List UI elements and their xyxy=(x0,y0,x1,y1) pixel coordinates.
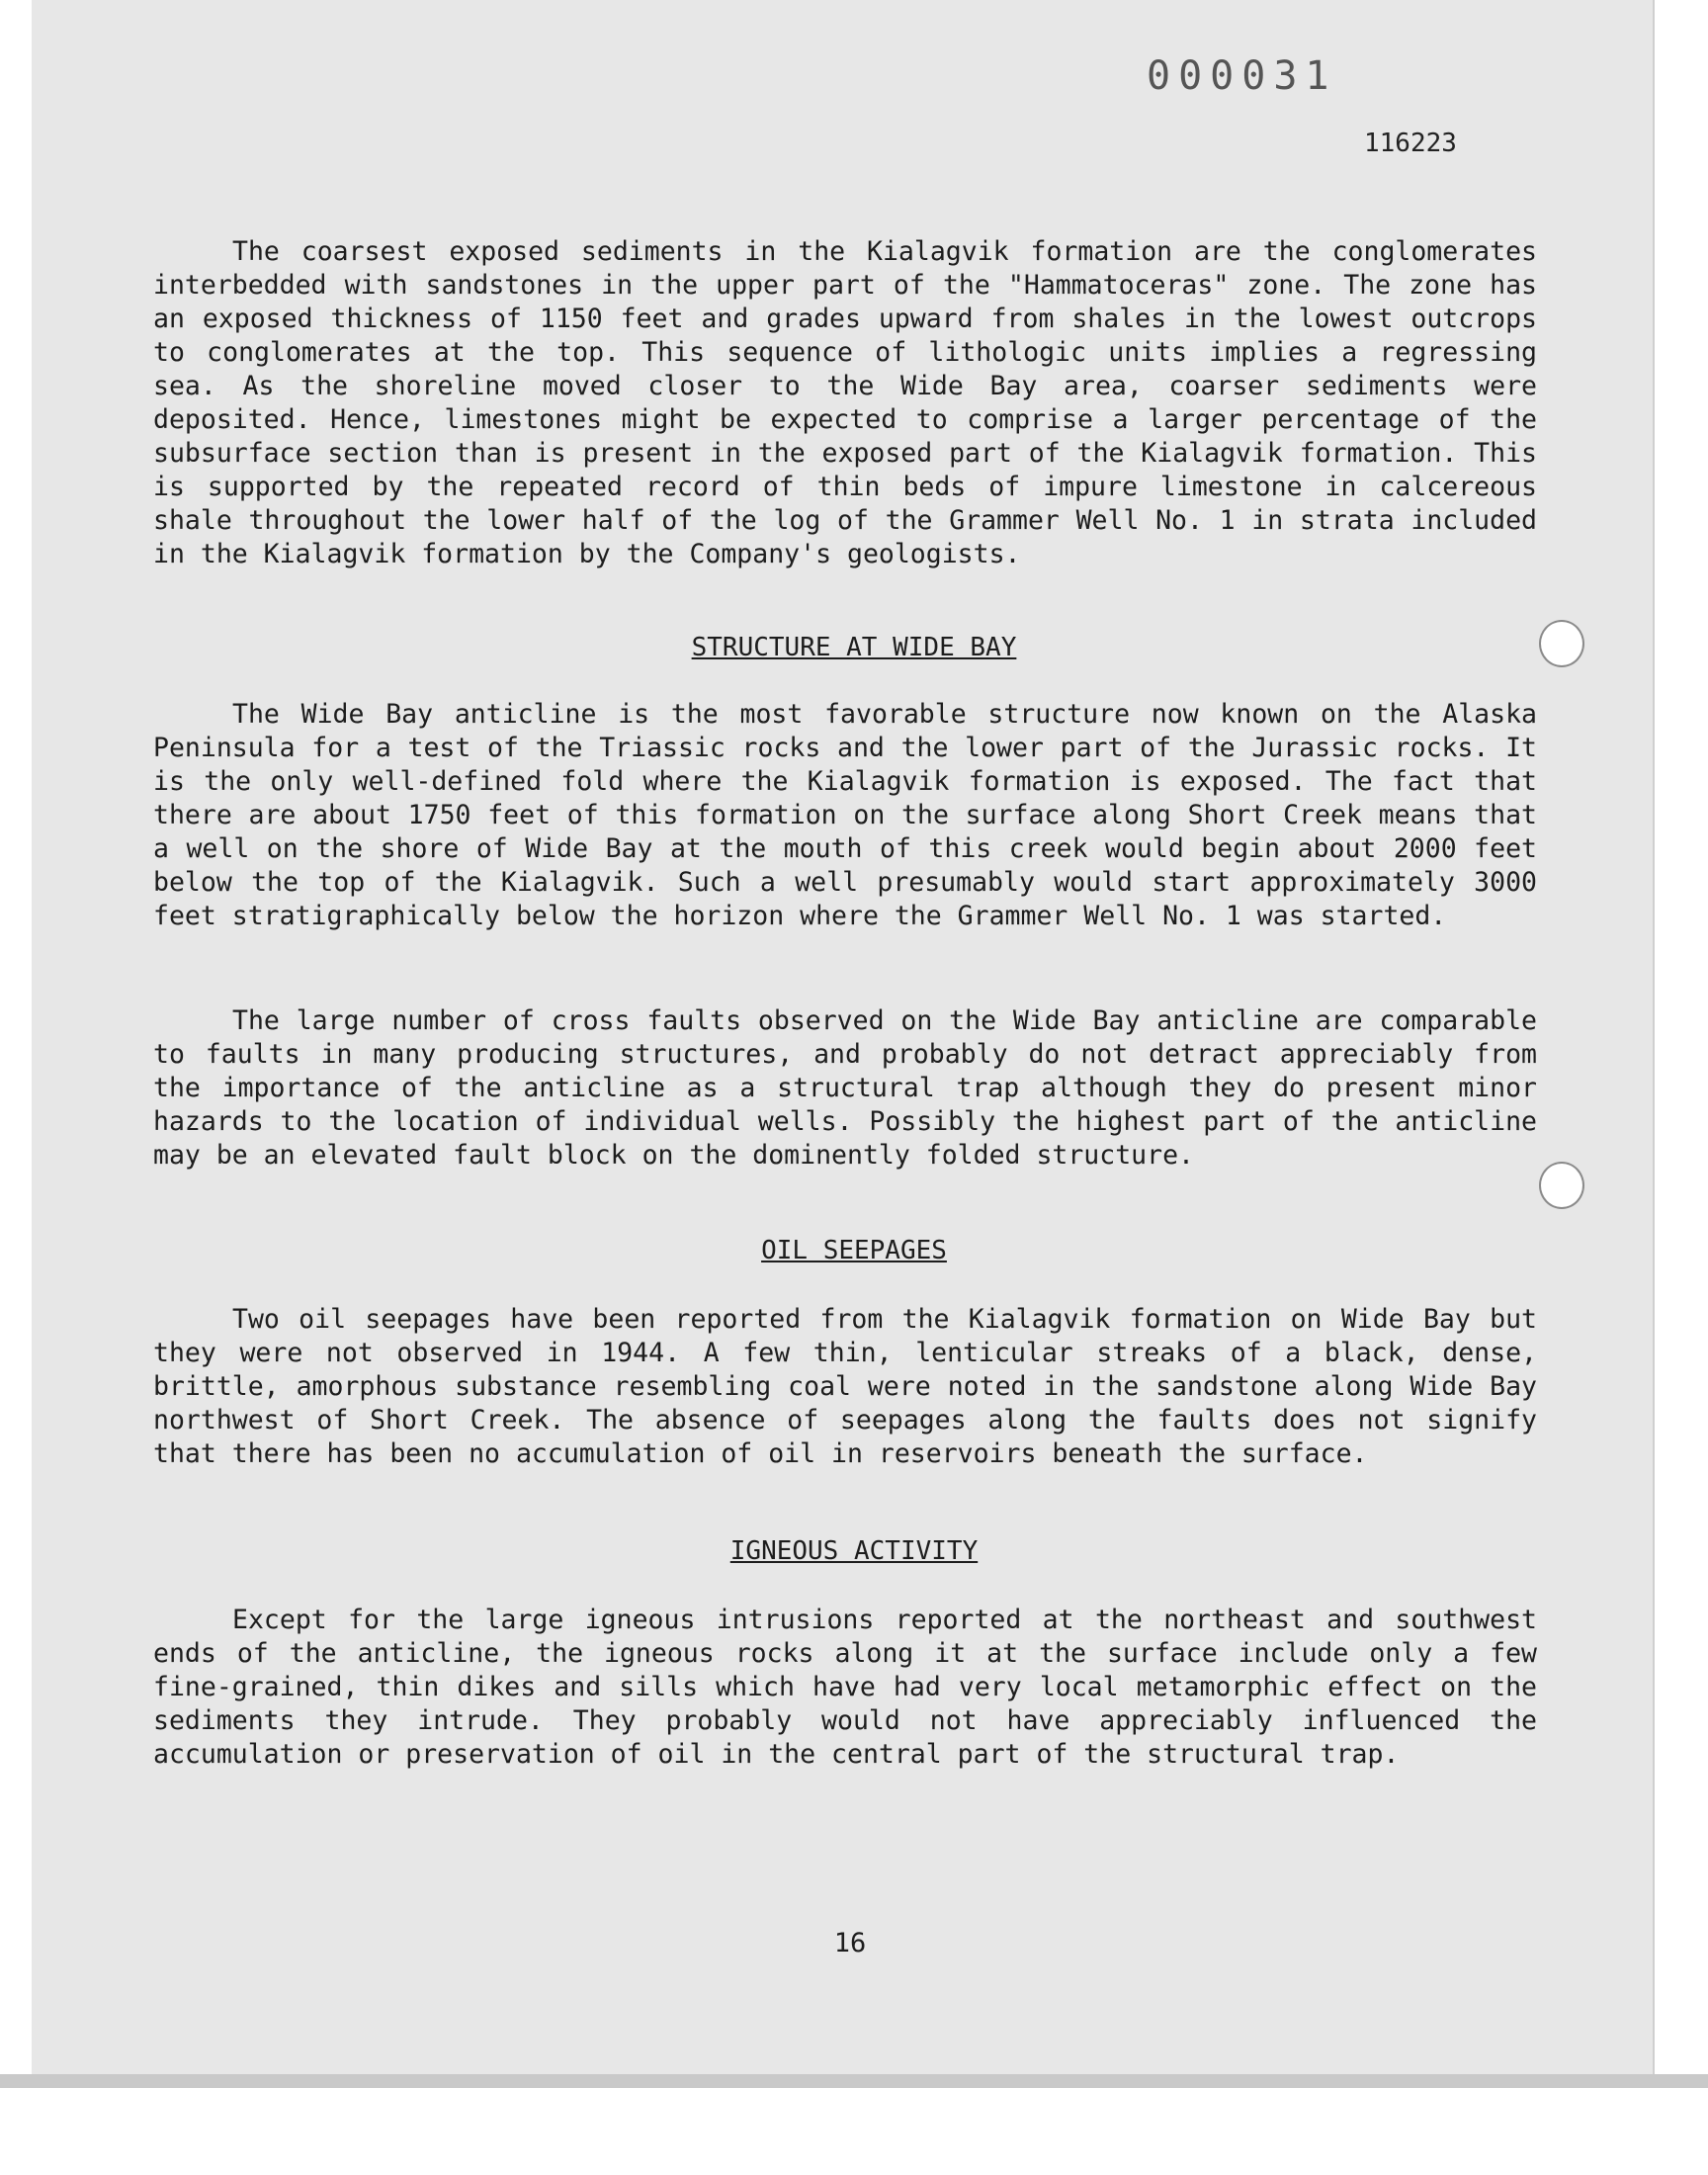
paragraph-kialagvik-sediments: The coarsest exposed sediments in the Kialagvik formation are the conglomerates interbedded with sandstones in the upper part of the "Hammatoceras" zone. The zone has an exposed thickness of 1150 feet and grades upward from shales in the lowest outcrops to conglomerates at the top. This sequence of lithologic units implies a regressing sea. As the shoreline moved closer to the Wide Bay area, coarser sediments were deposited. Hence, limestones might be expected to comprise a larger percentage of the subsurface section than is present in the exposed part of the Kialagvik formation. This is supported by the repeated record of thin beds of impure limestone in calcereous shale throughout the lower half of the log of the Grammer Well No. 1 in strata included in the Kialagvik formation by the Company's geologists. xyxy=(153,236,1537,569)
document-number: 116223 xyxy=(1364,129,1457,158)
punch-hole xyxy=(1539,1162,1584,1209)
paragraph-wide-bay-anticline: The Wide Bay anticline is the most favorable structure now known on the Alaska Peninsula for a test of the Triassic rocks and the lower part of the Jurassic rocks. It is the only well-defined fold where the Kialagvik formation is exposed. The fact that there are about 1750 feet of this formation on the surface along Short Creek means that a well on the shore of Wide Bay at the mouth of this creek would begin about 2000 feet below the top of the Kialagvik. Such a well presumably would start approximately 3000 feet stratigraphically below the horizon where the Grammer Well No. 1 was started. xyxy=(153,699,1537,931)
paragraph-cross-faults: The large number of cross faults observed on the Wide Bay anticline are comparable to faults in many producing structures, and probably do not detract appreciably from the importance of the anticline as a structural trap although they do present minor hazards to the location of individual wells. Possibly the highest part of the anticline may be an elevated fault block on the dominently folded structure. xyxy=(153,1005,1537,1171)
page-edge xyxy=(0,2074,1708,2088)
stamp-number: 000031 xyxy=(1147,53,1337,99)
paragraph-oil-seepages: Two oil seepages have been reported from the Kialagvik formation on Wide Bay but they were not observed in 1944. A few thin, lenticular streaks of a black, dense, brittle, amorphous substance resembling coal were noted in the sandstone along Wide Bay northwest of Short Creek. The absence of seepages along the faults does not signify that there has been no accumulation of oil in reservoirs beneath the surface. xyxy=(153,1304,1537,1469)
page-number: 16 xyxy=(833,1928,867,1958)
heading-igneous-activity: IGNEOUS ACTIVITY xyxy=(729,1536,979,1566)
heading-oil-seepages: OIL SEEPAGES xyxy=(761,1236,947,1265)
paragraph-igneous-activity: Except for the large igneous intrusions reported at the northeast and southwest ends of the anticline, the igneous rocks along it at the surface include only a few fine-grained, thin dikes and sills which have had very local metamorphic effect on the sediments they intrude. They probably would not have appreciably influenced the accumulation or preservation of oil in the central part of the structural trap. xyxy=(153,1605,1537,1770)
heading-structure: STRUCTURE AT WIDE BAY xyxy=(691,633,1017,662)
